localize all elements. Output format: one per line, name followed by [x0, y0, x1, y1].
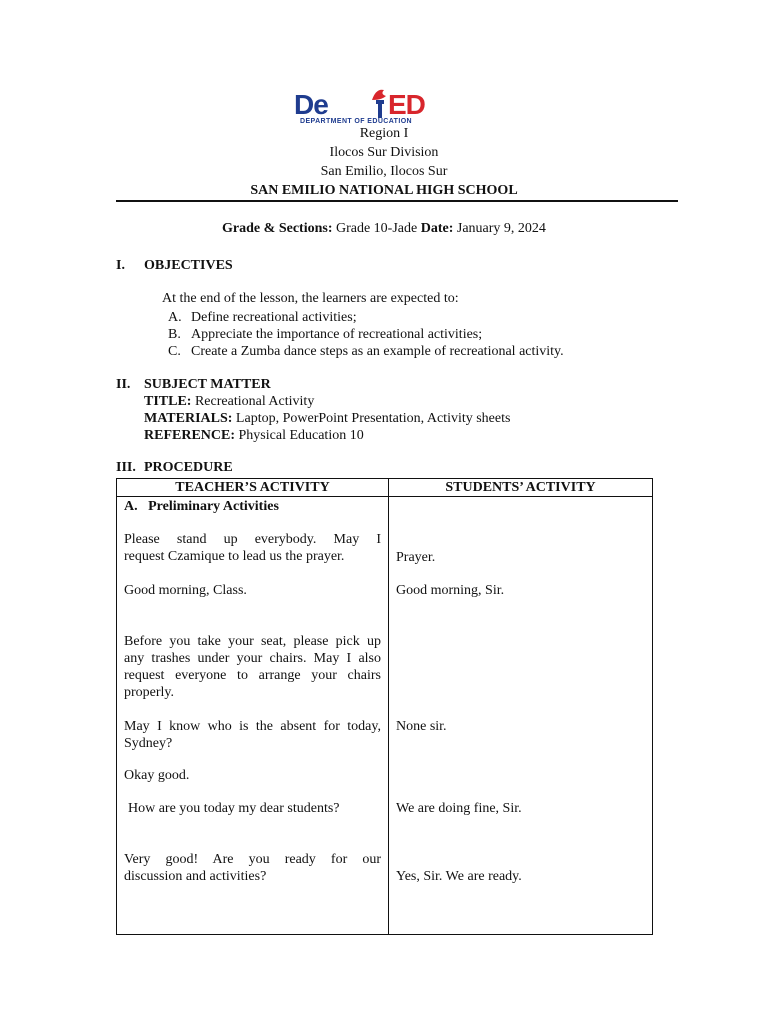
procedure-table [116, 478, 653, 935]
reference-line [144, 428, 364, 444]
objective-item-a: Define recreational activities; [191, 310, 357, 325]
title-value: Recreational Activity [194, 394, 315, 409]
teacher-line: Okay good. [124, 768, 190, 783]
materials-line [144, 411, 510, 427]
teacher-activity-cell [117, 497, 389, 935]
header-divider [116, 200, 678, 202]
objectives-intro: At the end of the lesson, the learners are expected to: [162, 291, 459, 306]
teacher-line: How are you today my dear students? [128, 801, 340, 816]
student-line: None sir. [396, 719, 447, 734]
objective-letter-c: C. [168, 344, 181, 359]
teacher-line: request everyone to arrange your chairs [124, 668, 381, 683]
teacher-line: Please stand up everybody. May I [124, 532, 381, 547]
grade-label: Grade & Sections: [222, 221, 333, 236]
date-label: Date: [420, 221, 454, 236]
teacher-line: Sydney? [124, 736, 173, 751]
grade-value: Grade 10-Jade [335, 221, 418, 236]
section-letter: A. [124, 499, 138, 514]
procedure-heading: PROCEDURE [144, 460, 233, 475]
grade-date-line [0, 220, 768, 238]
town-text: San Emilio, Ilocos Sur [320, 164, 448, 179]
date-value: January 9, 2024 [456, 221, 546, 236]
teacher-line: Good morning, Class. [124, 583, 247, 598]
teacher-line: Before you take your seat, please pick up [124, 634, 381, 649]
logo-subtext: DEPARTMENT OF EDUCATION [300, 118, 412, 125]
teacher-line: any trashes under your chairs. May I also [124, 651, 381, 666]
section-title: Preliminary Activities [148, 499, 279, 514]
teacher-line: Very good! Are you ready for our [124, 852, 381, 867]
teacher-line: May I know who is the absent for today, [124, 719, 381, 734]
student-line: Prayer. [396, 550, 436, 565]
reference-label: REFERENCE: [144, 428, 236, 443]
torch-icon [372, 90, 386, 118]
objective-item-b: Appreciate the importance of recreational activities; [191, 327, 483, 342]
school-name: SAN EMILIO NATIONAL HIGH SCHOOL [250, 183, 518, 198]
teacher-column-header: TEACHER’S ACTIVITY [117, 479, 389, 497]
svg-text:ED: ED [388, 89, 425, 120]
table-header-row [117, 479, 653, 497]
section-heading [124, 498, 381, 515]
objectives-heading: OBJECTIVES [144, 258, 233, 273]
reference-value: Physical Education 10 [238, 428, 364, 443]
student-line: Good morning, Sir. [396, 583, 505, 598]
region-text: Region I [359, 126, 409, 141]
teacher-line: discussion and activities? [124, 869, 267, 884]
title-line [144, 394, 314, 410]
subject-heading: SUBJECT MATTER [144, 377, 271, 392]
table-row [117, 497, 653, 935]
subject-numeral: II. [116, 377, 131, 392]
objectives-numeral: I. [116, 258, 125, 273]
procedure-numeral: III. [116, 460, 136, 475]
materials-label: MATERIALS: [144, 411, 233, 426]
students-column-header: STUDENTS’ ACTIVITY [389, 479, 653, 497]
deped-logo [292, 86, 476, 126]
objective-letter-a: A. [168, 310, 182, 325]
materials-value: Laptop, PowerPoint Presentation, Activity sheets [235, 411, 511, 426]
teacher-line: properly. [124, 685, 175, 700]
students-activity-cell [389, 497, 653, 935]
student-line: We are doing fine, Sir. [396, 801, 522, 816]
title-label: TITLE: [144, 394, 192, 409]
division-text: Ilocos Sur Division [329, 145, 439, 160]
student-line: Yes, Sir. We are ready. [396, 869, 522, 884]
teacher-line: request Czamique to lead us the prayer. [124, 549, 345, 564]
svg-text:De: De [294, 89, 328, 120]
objective-letter-b: B. [168, 327, 181, 342]
objective-item-c: Create a Zumba dance steps as an example of recreational activity. [191, 344, 564, 359]
